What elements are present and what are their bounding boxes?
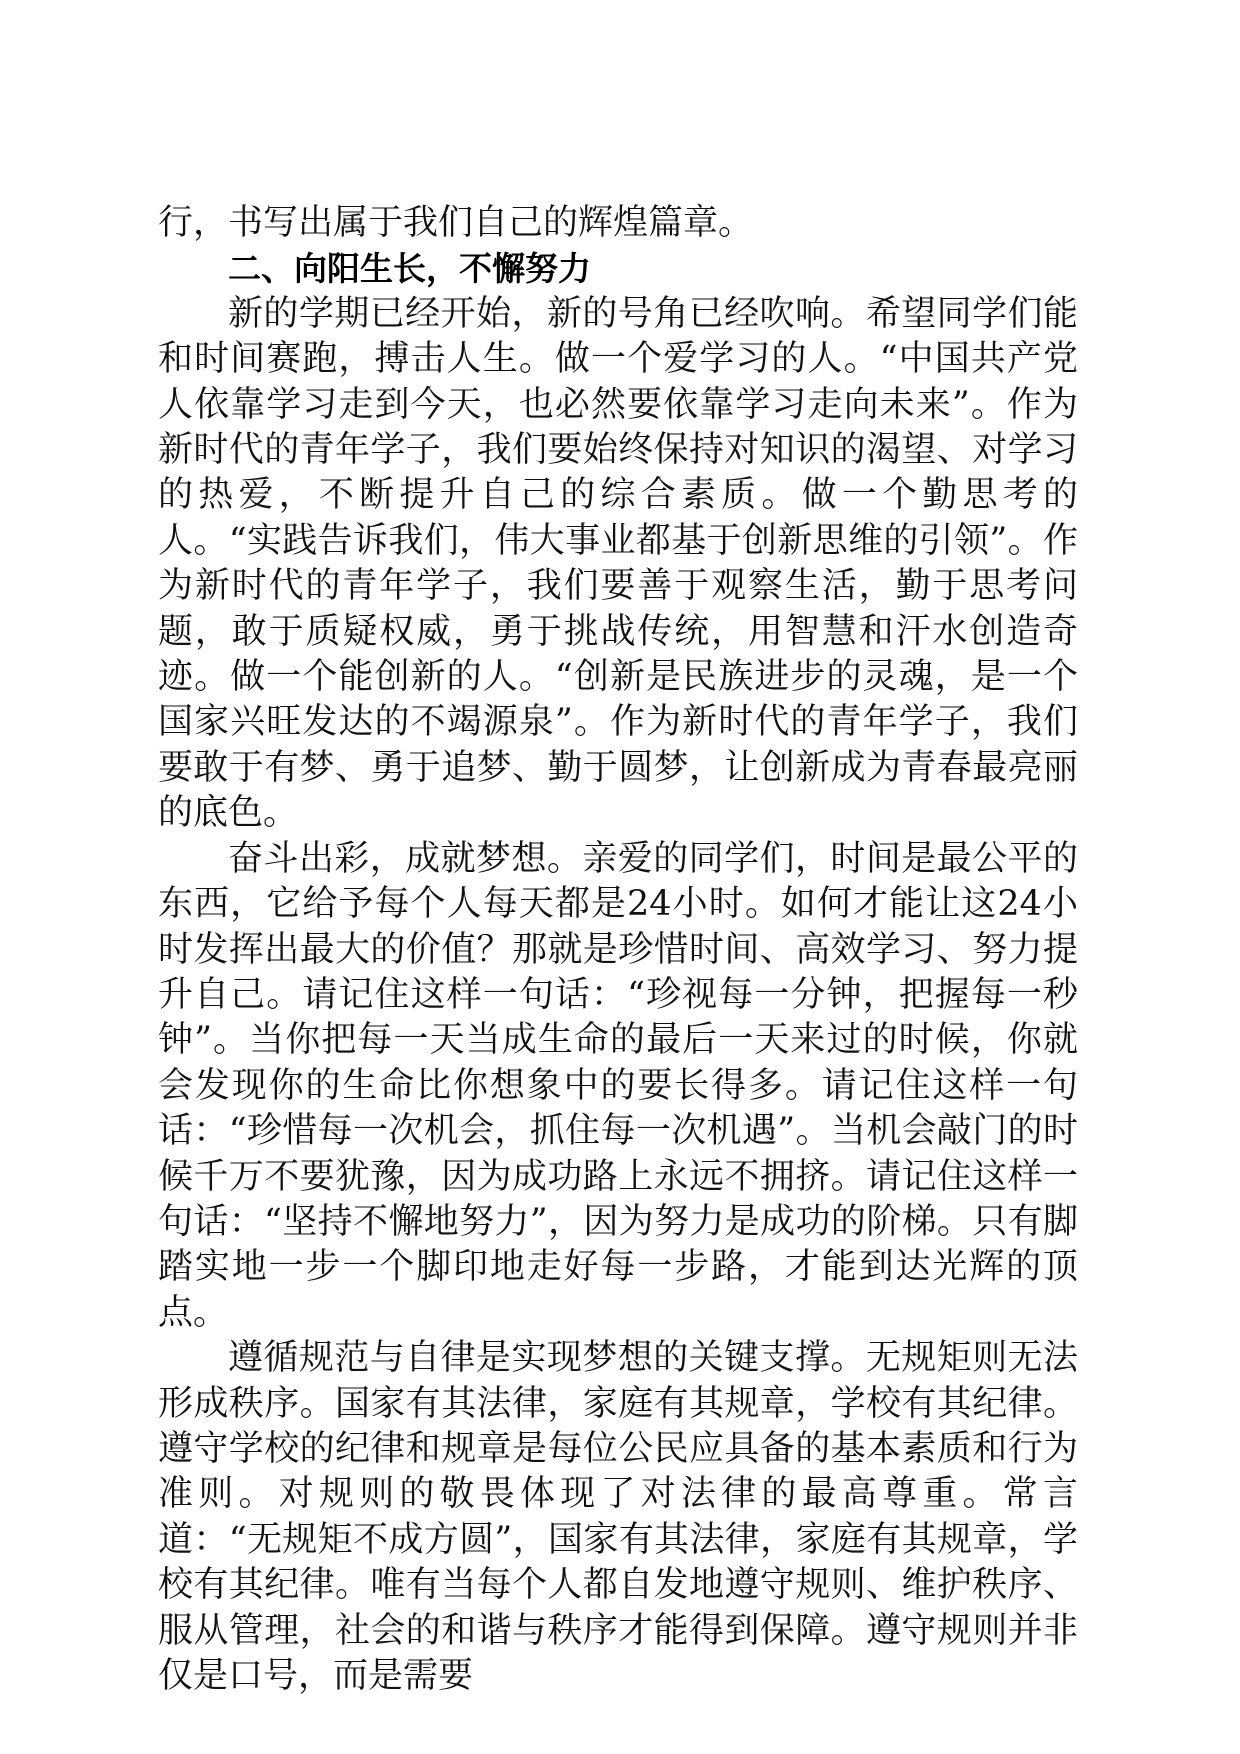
document-body [158, 201, 1078, 1699]
body-paragraph-time: 奋斗出彩，成就梦想。亲爱的同学们，时间是最公平的东西，它给予每个人每天都是24小时。如何才能让这24小时发挥出最大的价值？那就是珍惜时间、高效学习、努力提升自己。请记住这样一句话：“珍视每一分钟，把握每一秒钟”。当你把每一天当成生命的最后一天来过的时候，你就会发现你的生命比你想象中的要长得多。请记住这样一句话：“珍惜每一次机会，抓住每一次机遇”。当机会敲门的时候千万不要犹豫，因为成功路上永远不拥挤。请记住这样一句话：“坚持不懈地努力”，因为努力是成功的阶梯。只有脚踏实地一步一个脚印地走好每一步路，才能到达光辉的顶点。 [158, 838, 1078, 1333]
body-paragraph-study: 新的学期已经开始，新的号角已经吹响。希望同学们能和时间赛跑，搏击人生。做一个爱学习的人。“中国共产党人依靠学习走到今天，也必然要依靠学习走向未来”。作为新时代的青年学子，我们要始终保持对知识的渴望、对学习的热爱，不断提升自己的综合素质。做一个勤思考的人。“实践告诉我们，伟大事业都基于创新思维的引领”。作为新时代的青年学子，我们要善于观察生活，勤于思考问题，敢于质疑权威，勇于挑战传统，用智慧和汗水创造奇迹。做一个能创新的人。“创新是民族进步的灵魂，是一个国家兴旺发达的不竭源泉”。作为新时代的青年学子，我们要敢于有梦、勇于追梦、勤于圆梦，让创新成为青春最亮丽的底色。 [158, 293, 1078, 834]
continuation-paragraph: 行，书写出属于我们自己的辉煌篇章。 [158, 203, 754, 243]
section-heading: 二、向阳生长，不懈努力 [228, 249, 591, 289]
body-paragraph-rules: 遵循规范与自律是实现梦想的关键支撑。无规矩则无法形成秩序。国家有其法律，家庭有其规章，学校有其纪律。遵守学校的纪律和规章是每位公民应具备的基本素质和行为准则。对规则的敬畏体现了对法律的最高尊重。常言道：“无规矩不成方圆”，国家有其法律，家庭有其规章，学校有其纪律。唯有当每个人都自发地遵守规则、维护秩序、服从管理，社会的和谐与秩序才能得到保障。遵守规则并非仅是口号，而是需要 [158, 1338, 1078, 1696]
